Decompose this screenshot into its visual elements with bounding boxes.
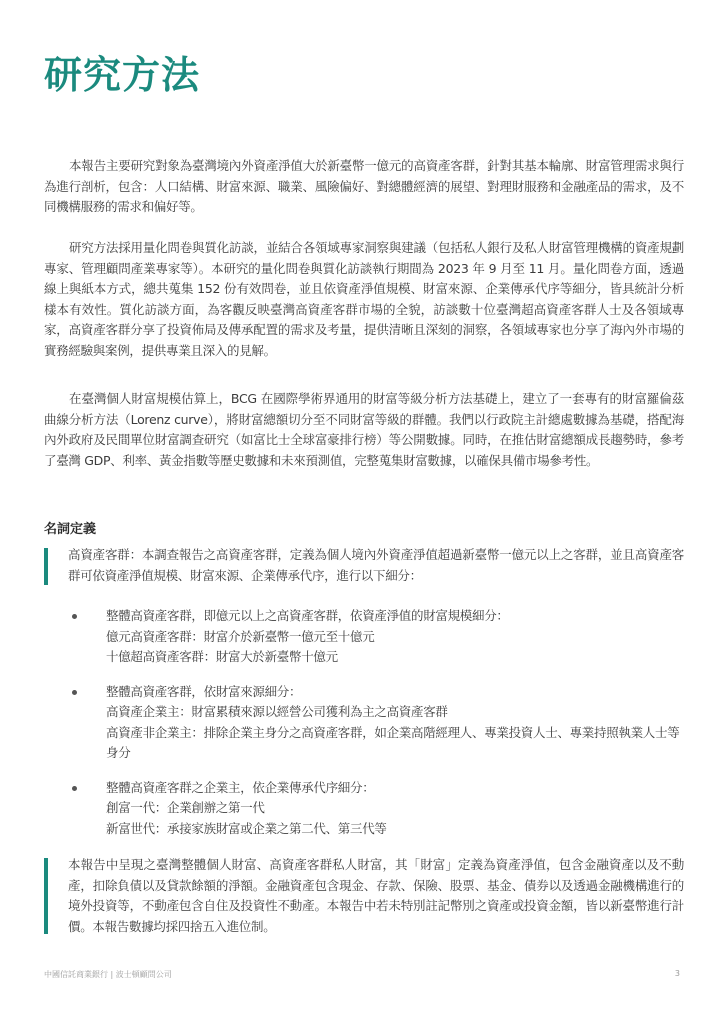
definitions-heading: 名詞定義	[44, 522, 97, 537]
intro-paragraph: 本報告主要研究對象為臺灣境內外資產淨值大於新臺幣一億元的高資產客群，針對其基本輪廓、財富管理需求與行為進行剖析，包含：人口結構、財富來源、職業、風險偏好、對總體經濟的展望、對理財服務和金融產品的需求，及不同機構服務的需求和偏好等。	[44, 158, 684, 214]
definition-intro: 高資產客群：本調查報告之高資產客群，定義為個人境內外資產淨值超過新臺幣一億元以上之客群，並且高資產客群可依資產淨值規模、財富來源、企業傳承代序，進行以下細分：	[68, 547, 684, 583]
bullet-line: 十億超高資產客群：財富大於新臺幣十億元	[106, 649, 338, 664]
bullet-icon	[72, 614, 77, 619]
bullet-line: 創富一代：企業創辦之第一代	[106, 800, 265, 815]
wealth-estimation-paragraph: 在臺灣個人財富規模估算上，BCG 在國際學術界通用的財富等級分析方法基礎上，建立了一套專有的財富羅倫茲曲線分析方法（Lorenz curve），將財富總額切分至不同財富等級的群體。我們以行政院主計總處數據為基礎，搭配海內外政府及民間單位財富調查研究（如富比士全球富豪排行榜）等公開數據。同時，在推估財富總額成長趨勢時，參考了臺灣 GDP、利率、黃金指數等歷史數據和未來預測值，完整蒐集財富數據，以確保具備市場參考性。	[44, 391, 684, 468]
bullet-lead: 整體高資產客群之企業主，依企業傳承代序細分：	[106, 779, 375, 795]
bullet-line: 億元高資產客群：財富介於新臺幣一億元至十億元	[106, 628, 375, 644]
page-number: 3	[674, 969, 680, 978]
bullet-lead: 整體高資產客群，即億元以上之高資產客群，依資產淨值的財富規模細分：	[106, 608, 509, 623]
accent-bar	[44, 858, 48, 934]
bullet-line: 高資產非企業主：排除企業主身分之高資產客群，如企業高階經理人、專業投資人士、專業持照執業人士等身分	[106, 724, 680, 760]
definition-callout	[44, 545, 684, 586]
list-item	[44, 778, 684, 840]
page-title: 研究方法	[44, 53, 201, 97]
list-item	[44, 682, 684, 764]
accent-bar	[44, 548, 48, 585]
bullet-line: 新富世代：承接家族財富或企業之第二代、第三代等	[106, 820, 387, 836]
bullet-lead: 整體高資產客群，依財富來源細分：	[106, 683, 302, 699]
bullet-icon	[72, 690, 77, 695]
footer-publisher: 中國信託商業銀行 | 波士頓顧問公司	[44, 970, 172, 979]
definition-bullet-list	[44, 606, 684, 853]
methodology-paragraph: 研究方法採用量化問卷與質化訪談，並結合各領域專家洞察與建議（包括私人銀行及私人財富管理機構的資產規劃專家、管理顧問產業專家等）。本研究的量化問卷與質化訪談執行期間為 2023 年 9 月至 11 月。量化問卷方面，透過線上與紙本方式，總共蒐集 152 份有效問卷，並且依資產淨值規模、財富來源、企業傳承代序等細分，皆具統計分析樣本有效性。質化訪談方面，為客觀反映臺灣高資產客群市場的全貌，訪談數十位臺灣超高資產客群人士及各領域專家，高資產客群分享了投資佈局及傳承配置的需求及考量，提供清晰且深刻的洞察，各領域專家也分享了海內外市場的實務經驗與案例，提供專業且深入的見解。	[44, 240, 684, 358]
bullet-line: 高資產企業主：財富累積來源以經營公司獲利為主之高資產客群	[106, 704, 448, 719]
bullet-icon	[72, 786, 77, 791]
wealth-definition-callout	[44, 855, 684, 937]
list-item	[44, 606, 684, 668]
wealth-definition-note: 本報告中呈現之臺灣整體個人財富、高資產客群私人財富，其「財富」定義為資產淨值，包含金融資產以及不動產，扣除負債以及貸款餘額的淨額。金融資產包含現金、存款、保險、股票、基金、債券以及透過金融機構進行的境外投資等，不動產包含自住及投資性不動產。本報告中若未特別註記幣別之資產或投資金額，皆以新臺幣進行計價。本報告數據均採四捨五入進位制。	[68, 857, 684, 934]
